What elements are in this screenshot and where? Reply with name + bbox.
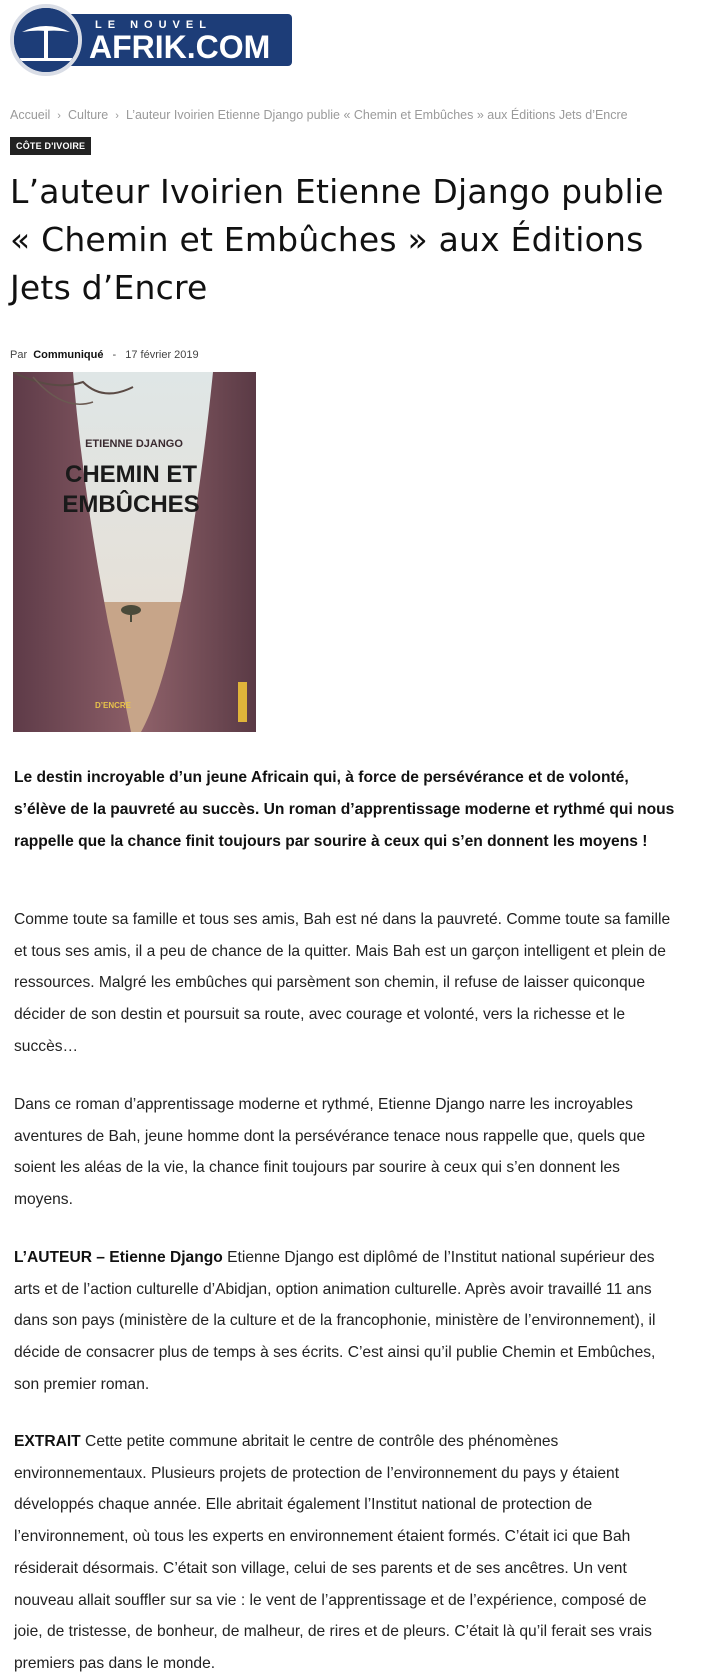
extract-section-text: Cette petite commune abritait le centre de contrôle des phénomènes environnementaux. Plusieurs projets de protection de l’environnement du pays y étaient développés chaque année. Elle abritait également l’Institut national de protection de l’environnement, où tous les experts en environnement étaient formés. C’était ici que Bah résiderait désormais. C’était son village, celui de ses parents et de ses ancêtres. Un vent nouveau allait souffler sur sa vie : le vent de l’apprentissage et de l’expérience, composé de joie, de tristesse, de bonheur, de malheur, de rires et de pleurs. C’était là qu’il ferait ses vrais premiers pas dans le monde. <box>14 1433 652 1672</box>
site-logo[interactable] <box>10 4 285 76</box>
author-section-text: Etienne Django est diplômé de l’Institut national supérieur des arts et de l’action culturelle d’Abidjan, option animation culturelle. Après avoir travaillé 11 ans dans son pays (ministère de la culture et de la francophonie, ministère de l’environnement), il décide de consacrer plus de temps à ses écrits. C’est ainsi qu’il publie Chemin et Embûches, son premier roman. <box>14 1249 656 1393</box>
cover-author: ETIENNE DJANGO <box>85 438 183 450</box>
article-lead: Le destin incroyable d’un jeune Africain qui, à force de persévérance et de volonté, s’élève de la pauvreté au succès. Un roman d’apprentissage moderne et rythmé qui nous rappelle que la chance finit toujours par sourire à ceux qui s’en donnent les moyens ! <box>14 769 675 850</box>
article-meta <box>10 349 199 361</box>
breadcrumb-current: L’auteur Ivoirien Etienne Django publie « Chemin et Embûches » aux Éditions Jets d’Encre <box>125 108 628 122</box>
extract-section <box>14 1426 678 1680</box>
cover-title-line1: CHEMIN ET <box>65 461 197 488</box>
author-link[interactable]: Communiqué <box>33 349 104 361</box>
meta-separator: - <box>112 349 117 361</box>
breadcrumb-home-link[interactable]: Accueil <box>10 108 51 122</box>
logo-tagline: LE NOUVEL <box>95 19 212 31</box>
chevron-right-icon: › <box>115 110 119 122</box>
author-section <box>14 1242 678 1401</box>
cover-title-line2: EMBÛCHES <box>62 491 200 518</box>
chevron-right-icon: › <box>57 110 61 122</box>
breadcrumb-culture-link[interactable]: Culture <box>67 108 109 122</box>
extract-section-label: EXTRAIT <box>14 1433 81 1450</box>
author-section-label: L’AUTEUR – Etienne Django <box>14 1249 223 1266</box>
book-cover-image <box>13 372 256 732</box>
category-badge[interactable]: CÔTE D'IVOIRE <box>10 137 91 155</box>
cover-publisher: D’ENCRE <box>94 701 132 710</box>
article-paragraph: Dans ce roman d’apprentissage moderne et rythmé, Etienne Django narre les incroyables aventures de Bah, jeune homme dont la persévérance tenace nous rappelle que, quels que soient les aléas de la vie, la chance finit toujours par sourire à ceux qui s’en donnent les moyens. <box>14 1096 646 1209</box>
publish-date: 17 février 2019 <box>125 349 199 361</box>
by-label: Par <box>10 349 28 361</box>
article-title: L’auteur Ivoirien Etienne Django publie « Chemin et Embûches » aux Éditions Jets d’Encre <box>10 172 664 307</box>
article-paragraph: Comme toute sa famille et tous ses amis, Bah est né dans la pauvreté. Comme toute sa famille et tous ses amis, il a peu de chance de la quitter. Mais Bah est un garçon intelligent et plein de ressources. Malgré les embûches qui parsèment son chemin, il refuse de laisser quiconque décider de son destin et poursuit sa route, avec courage et volonté, vers la richesse et le succès… <box>14 911 671 1055</box>
logo-wordmark: AFRIK.COM <box>89 29 271 65</box>
tree-icon <box>10 4 82 76</box>
breadcrumb <box>10 108 628 122</box>
